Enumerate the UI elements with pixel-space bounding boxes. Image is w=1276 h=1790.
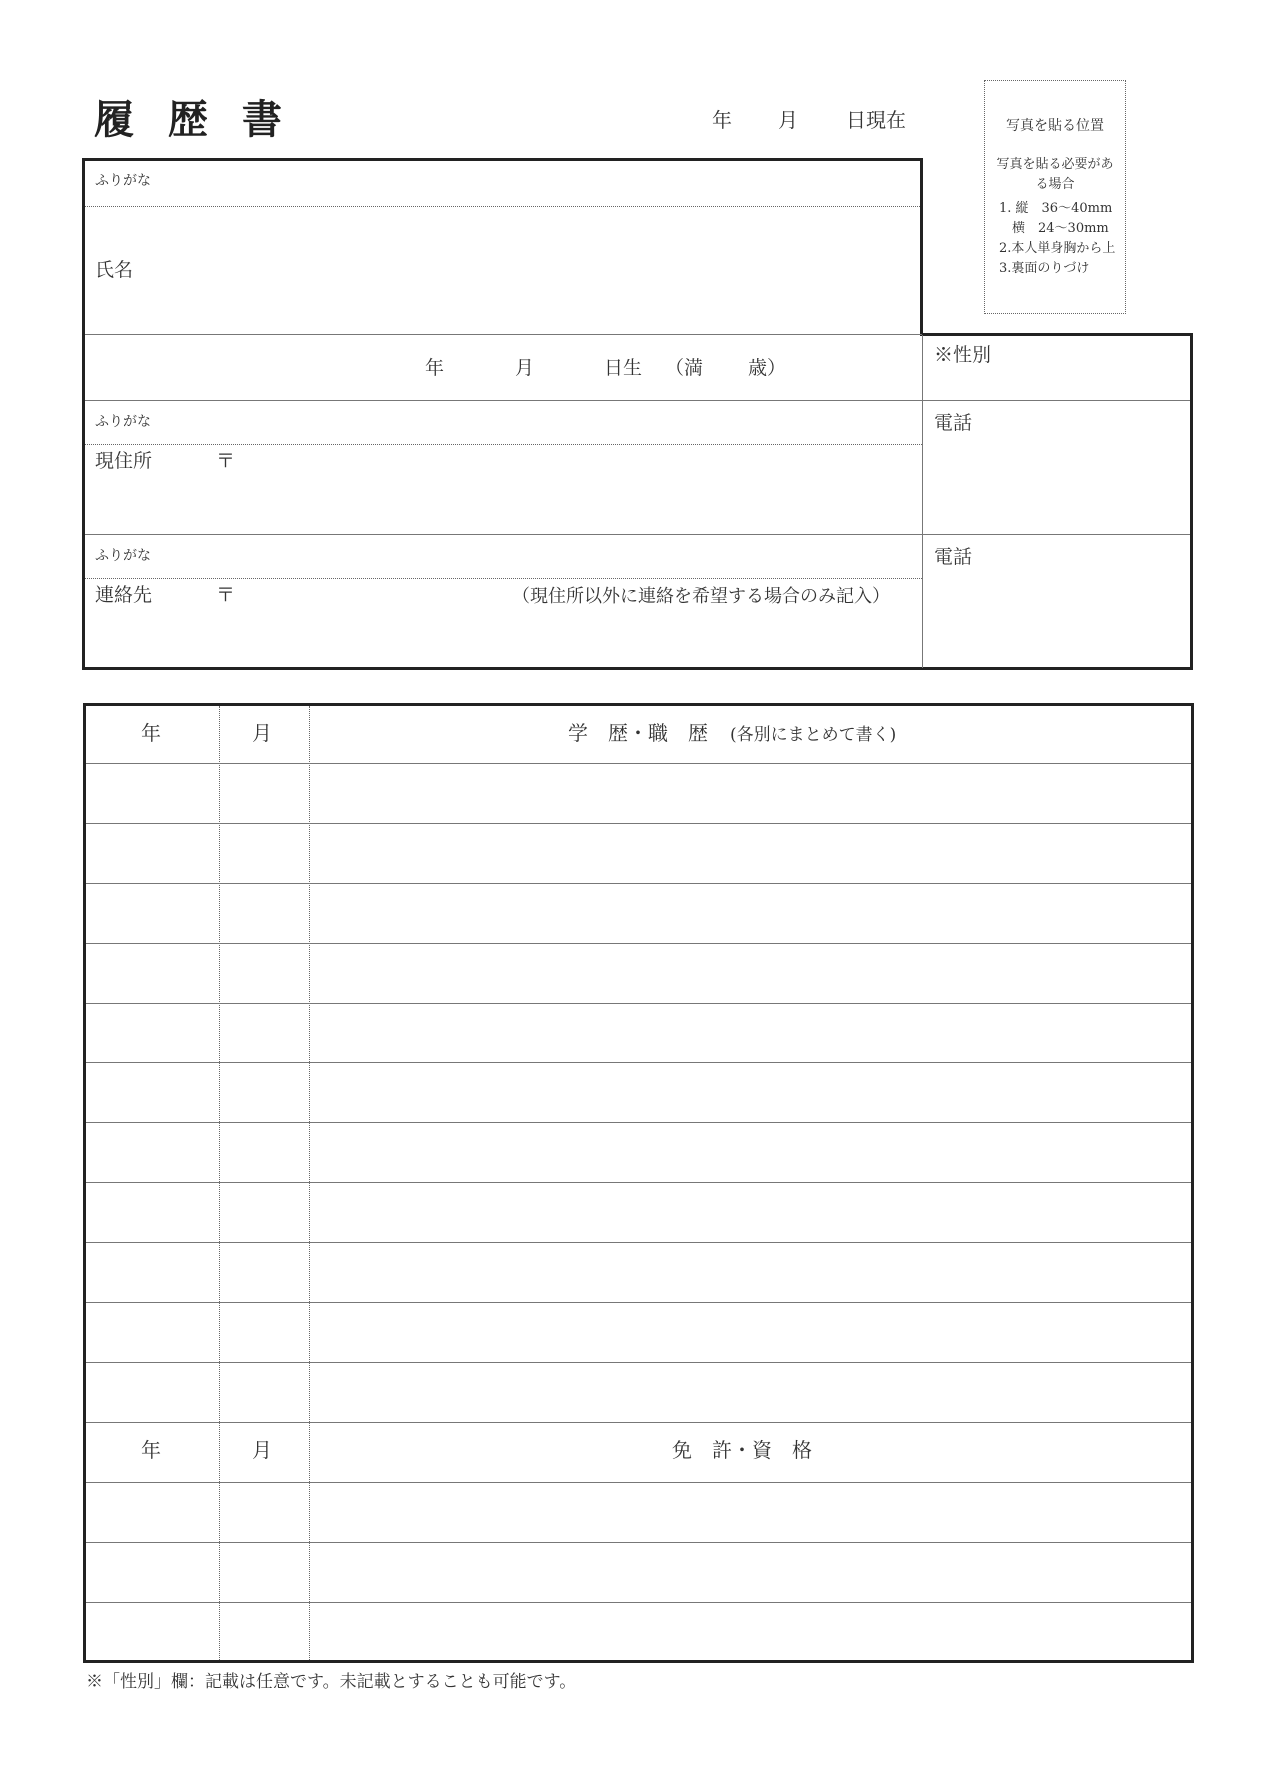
gender-label: ※性別 — [934, 344, 992, 366]
photo-placeholder[interactable] — [984, 80, 1126, 314]
license-col-month: 月 — [252, 1438, 272, 1462]
license-year-cell[interactable] — [86, 1544, 219, 1601]
address-phone-label: 電話 — [934, 412, 973, 434]
history-year-cell[interactable] — [86, 765, 219, 822]
history-entry-cell[interactable] — [311, 945, 1191, 1002]
history-month-cell[interactable] — [221, 825, 308, 882]
history-month-cell[interactable] — [221, 1005, 308, 1062]
name-field[interactable] — [85, 208, 920, 332]
history-col-year: 年 — [141, 721, 161, 745]
name-label: 氏名 — [95, 259, 134, 281]
history-entry-cell[interactable] — [311, 1124, 1191, 1181]
history-month-cell[interactable] — [221, 1184, 308, 1241]
history-year-cell[interactable] — [86, 1064, 219, 1121]
birth-month-label: 月 — [515, 357, 535, 379]
history-entry-cell[interactable] — [311, 1064, 1191, 1121]
birth-year-label: 年 — [425, 357, 445, 379]
history-year-cell[interactable] — [86, 1124, 219, 1181]
license-col-title: 免 許・資 格 — [672, 1438, 812, 1462]
history-month-cell[interactable] — [221, 945, 308, 1002]
history-month-cell[interactable] — [221, 1244, 308, 1301]
photo-condition-item: 1. 縦 36〜40mm — [999, 201, 1113, 216]
history-entry-cell[interactable] — [311, 765, 1191, 822]
history-entry-cell[interactable] — [311, 825, 1191, 882]
date-day-label: 日現在 — [846, 108, 906, 132]
license-month-cell[interactable] — [221, 1604, 308, 1661]
history-entry-cell[interactable] — [311, 885, 1191, 942]
license-entry-cell[interactable] — [311, 1604, 1191, 1661]
address-field[interactable] — [85, 446, 920, 532]
contact-postal-mark: 〒 — [216, 584, 236, 606]
photo-condition-item: 横 24〜30mm — [999, 221, 1109, 236]
history-month-cell[interactable] — [221, 1364, 308, 1421]
contact-note: （現住所以外に連絡を希望する場合のみ記入） — [512, 586, 890, 607]
license-year-cell[interactable] — [86, 1604, 219, 1661]
address-label: 現住所 — [95, 450, 153, 472]
history-year-cell[interactable] — [86, 1184, 219, 1241]
license-month-cell[interactable] — [221, 1484, 308, 1541]
history-year-cell[interactable] — [86, 1304, 219, 1361]
history-entry-cell[interactable] — [311, 1005, 1191, 1062]
photo-conditions — [999, 199, 1115, 279]
license-entry-cell[interactable] — [311, 1544, 1191, 1601]
date-month-label: 月 — [778, 108, 798, 132]
photo-condition-item: 3.裏面のりづけ — [999, 261, 1090, 276]
footer-note: ※「性別」欄：記載は任意です。未記載とすることも可能です。 — [86, 1672, 577, 1692]
history-entry-cell[interactable] — [311, 1244, 1191, 1301]
history-month-cell[interactable] — [221, 765, 308, 822]
history-year-cell[interactable] — [86, 885, 219, 942]
photo-condition-item: 2.本人単身胸から上 — [999, 241, 1116, 256]
contact-label: 連絡先 — [95, 584, 153, 606]
history-year-cell[interactable] — [86, 1244, 219, 1301]
history-month-cell[interactable] — [221, 1304, 308, 1361]
history-col-note: (各別にまとめて書く) — [730, 725, 897, 745]
age-open-label: （満 — [665, 357, 704, 379]
page-title: 履 歴 書 — [94, 96, 292, 143]
history-month-cell[interactable] — [221, 885, 308, 942]
history-year-cell[interactable] — [86, 945, 219, 1002]
history-year-cell[interactable] — [86, 1005, 219, 1062]
history-month-cell[interactable] — [221, 1064, 308, 1121]
history-entry-cell[interactable] — [311, 1304, 1191, 1361]
history-year-cell[interactable] — [86, 825, 219, 882]
history-month-cell[interactable] — [221, 1124, 308, 1181]
photo-title: 写真を貼る位置 — [1006, 118, 1104, 134]
address-furigana-label: ふりがな — [95, 414, 151, 430]
license-entry-cell[interactable] — [311, 1484, 1191, 1541]
contact-phone-label: 電話 — [934, 546, 973, 568]
license-year-cell[interactable] — [86, 1484, 219, 1541]
birth-date-field[interactable] — [85, 336, 920, 398]
date-year-label: 年 — [712, 108, 732, 132]
name-furigana-label: ふりがな — [95, 173, 151, 189]
history-col-month: 月 — [252, 721, 272, 745]
license-col-year: 年 — [141, 1438, 161, 1462]
history-entry-cell[interactable] — [311, 1184, 1191, 1241]
contact-furigana-label: ふりがな — [95, 548, 151, 564]
age-close-label: 歳） — [748, 357, 787, 379]
history-entry-cell[interactable] — [311, 1364, 1191, 1421]
birth-day-label: 日生 — [604, 357, 643, 379]
history-year-cell[interactable] — [86, 1364, 219, 1421]
photo-requirement: 写真を貼る必要がある場合 — [996, 157, 1114, 192]
address-postal-mark: 〒 — [216, 450, 236, 472]
license-month-cell[interactable] — [221, 1544, 308, 1601]
history-col-title: 学 歴・職 歴 — [568, 721, 708, 745]
